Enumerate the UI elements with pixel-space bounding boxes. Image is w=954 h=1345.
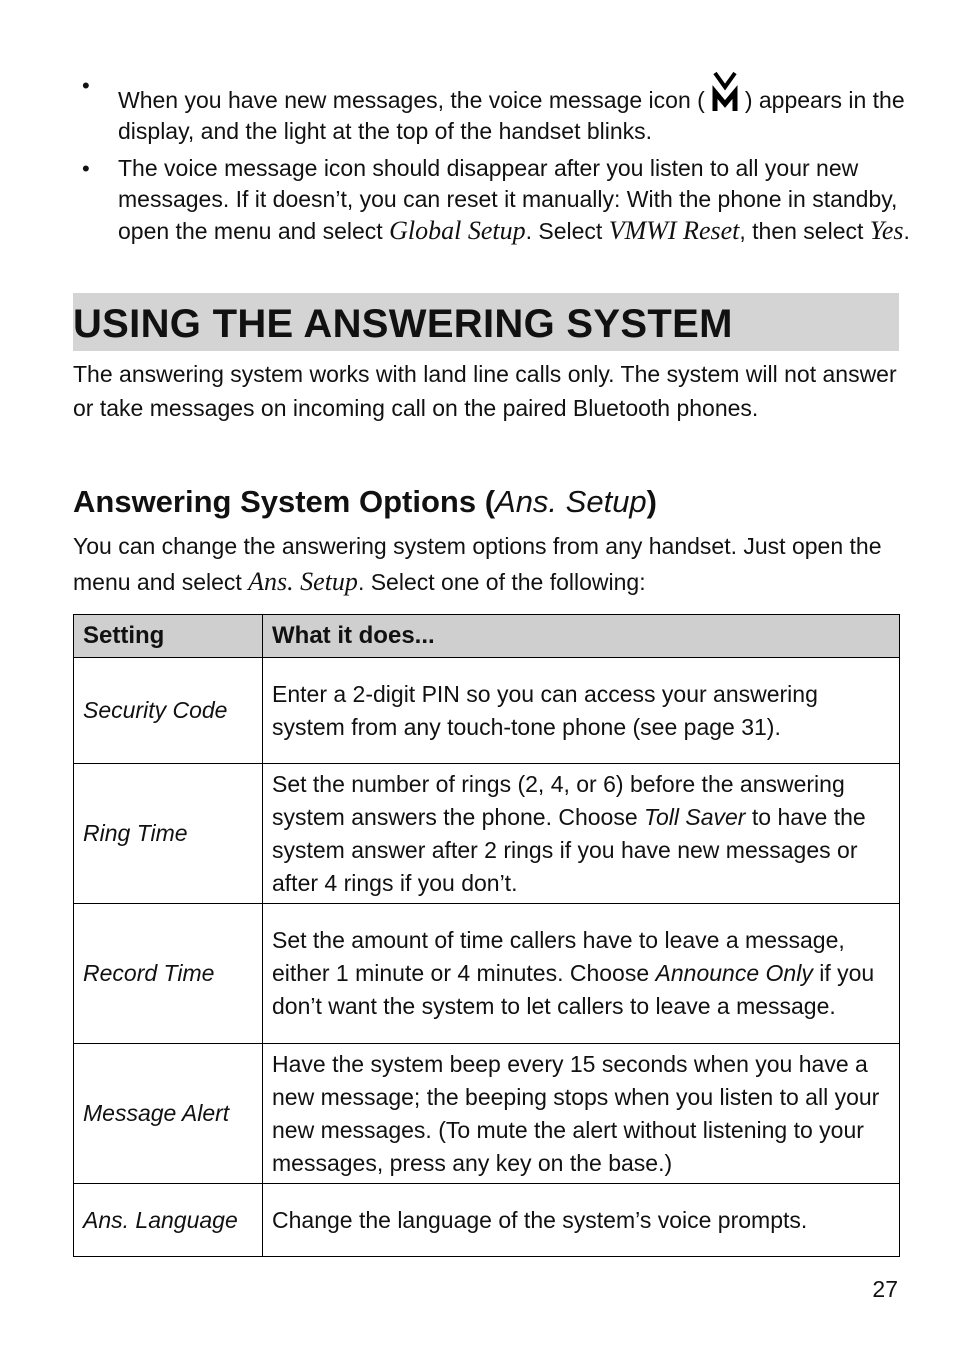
- option-announce-only: Announce Only: [655, 960, 813, 986]
- menu-vmwi-reset: VMWI Reset: [608, 216, 740, 245]
- description-text: to have the system answer after 2 rings if you have new messages or after 4 rings if you don’t.: [272, 803, 866, 896]
- header-what-it-does: What it does...: [263, 615, 900, 658]
- bullet-2-text-a: The voice message icon should disappear after you listen to all your new messages. If it doesn’t, you can reset it manually: With the phone in standby, open the menu and select: [118, 155, 898, 244]
- subsection-para-b: . Select one of the following:: [357, 569, 646, 595]
- description-text: Change the language of the system’s voice prompts.: [272, 1206, 808, 1233]
- description-record-time: [263, 904, 900, 1044]
- options-table: [73, 614, 900, 1257]
- description-text: Enter a 2-digit PIN so you can access your answering system from any touch-tone phone (see page 31).: [272, 680, 818, 740]
- bullet-1-text-before: When you have new messages, the voice message icon (: [118, 87, 705, 113]
- bullet-new-messages: [80, 70, 920, 147]
- description-text: Set the amount of time callers have to leave a message, either 1 minute or 4 minutes. Choose: [272, 927, 845, 986]
- table-header-row: [74, 615, 900, 658]
- description-text: Set the number of rings (2, 4, or 6) before the answering system answers the phone. Choose: [272, 770, 845, 830]
- description-ring-time: [263, 764, 900, 904]
- section-intro: The answering system works with land line calls only. The system will not answer or take messages on incoming call on the paired Bluetooth phones.: [73, 361, 897, 421]
- bullet-list: [80, 70, 920, 247]
- subsection-title-prefix: Answering System Options (: [73, 484, 496, 519]
- subsection-title-suffix: ): [646, 484, 657, 519]
- description-security-code: [263, 658, 900, 764]
- bullet-2-text-c: , then select: [739, 218, 870, 244]
- table-row: [74, 1184, 900, 1257]
- subsection-intro: [73, 528, 899, 600]
- table-row: [74, 904, 900, 1044]
- description-text: Have the system beep every 15 seconds when you have a new message; the beeping stops when you listen to all your new messages. (To mute the alert without listening to your messages, press any key on the base.): [272, 1050, 880, 1176]
- menu-ans-setup: Ans. Setup: [248, 567, 358, 596]
- menu-global-setup: Global Setup: [389, 216, 526, 245]
- header-setting: Setting: [74, 615, 263, 658]
- option-toll-saver: Toll Saver: [644, 803, 746, 830]
- page-number: 27: [872, 1276, 898, 1302]
- menu-yes: Yes: [869, 216, 904, 245]
- bullet-1-text-after: ) appears in the display, and the light at the top of the handset blinks.: [118, 87, 905, 144]
- table-row: [74, 764, 900, 904]
- description-text: if you don’t want the system to let callers to leave a message.: [272, 960, 875, 1019]
- table-row: [74, 1044, 900, 1184]
- bullet-2-text-b: . Select: [525, 218, 609, 244]
- voicemail-icon: [711, 70, 739, 114]
- description-ans-language: [263, 1184, 900, 1257]
- subsection-para-a: You can change the answering system options from any handset. Just open the menu and select: [73, 533, 882, 595]
- description-message-alert: [263, 1044, 900, 1184]
- table-row: [74, 658, 900, 764]
- setting-security-code: Security Code: [74, 658, 263, 764]
- bullet-dot: •: [82, 156, 90, 181]
- bullet-reset-icon: [80, 153, 920, 247]
- setting-record-time: Record Time: [74, 904, 263, 1044]
- subsection-title: [73, 481, 657, 523]
- section-heading-bar: [73, 293, 899, 351]
- bullet-2-text-d: .: [903, 218, 910, 244]
- setting-ring-time: Ring Time: [74, 764, 263, 904]
- section-title: USING THE ANSWERING SYSTEM: [73, 302, 733, 346]
- setting-message-alert: Message Alert: [74, 1044, 263, 1184]
- subsection-title-menu: Ans. Setup: [495, 484, 647, 519]
- setting-ans-language: Ans. Language: [74, 1184, 263, 1257]
- bullet-dot: •: [82, 73, 90, 98]
